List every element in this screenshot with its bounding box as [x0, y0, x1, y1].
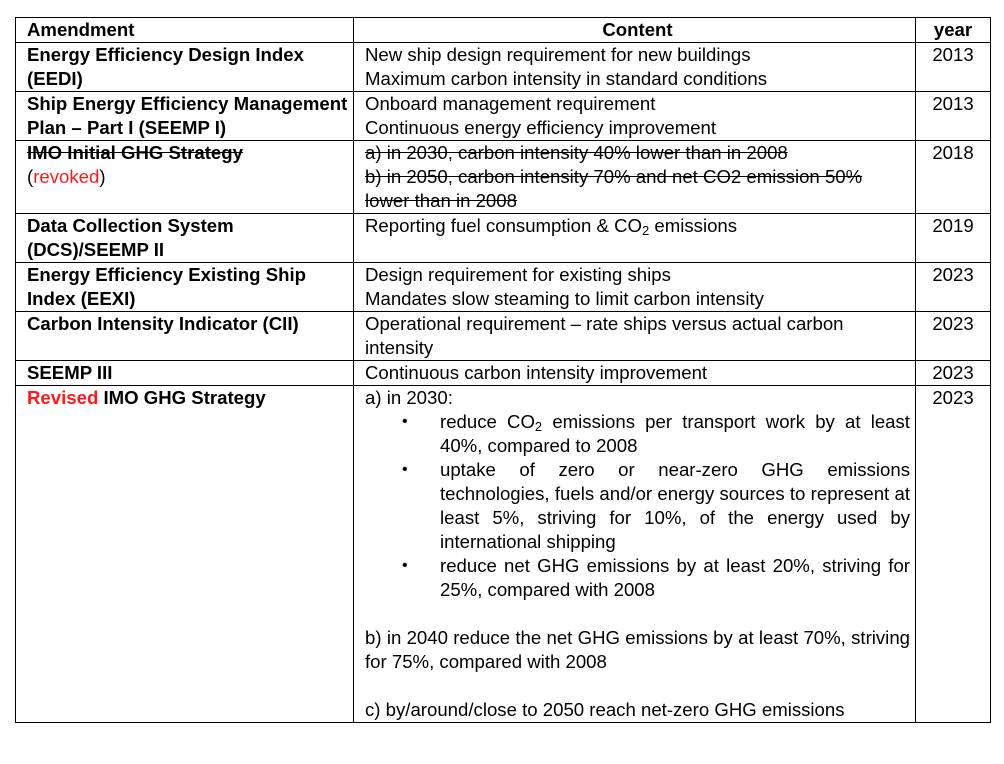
list-item: • reduce $CO_2$ emissions per transport work by at least 40%, compared to 2008	[440, 410, 910, 458]
table-row	[16, 43, 991, 92]
year-cell: 2023	[916, 386, 991, 723]
content-cell	[354, 263, 916, 312]
amendment-title: IMO Initial GHG Strategy	[27, 142, 243, 163]
content-cell	[354, 386, 916, 723]
content-cell: Reporting fuel consumption & $CO_2$ emissions	[354, 214, 916, 263]
table-row	[16, 386, 991, 723]
content-line: Design requirement for existing ships	[365, 264, 671, 285]
content-cell	[354, 141, 916, 214]
amendment-cell: Energy Efficiency Design Index (EEDI)	[16, 43, 354, 92]
header-amendment: Amendment	[16, 18, 354, 43]
table-row	[16, 361, 991, 386]
year-cell: 2019	[916, 214, 991, 263]
amendment-cell: Revised IMO GHG Strategy	[16, 386, 354, 723]
content-cell	[354, 43, 916, 92]
content-line: b) in 2050, carbon intensity 70% and net CO2 emission 50% lower than in 2008	[365, 166, 863, 211]
table-row	[16, 141, 991, 214]
amendment-cell: Energy Efficiency Existing Ship Index (EEXI)	[16, 263, 354, 312]
amendment-cell: Ship Energy Efficiency Management Plan – Part I (SEEMP I)	[16, 92, 354, 141]
amendments-table	[15, 17, 991, 723]
content-line: Continuous energy efficiency improvement	[365, 117, 717, 138]
content-line: Mandates slow steaming to limit carbon intensity	[365, 288, 764, 309]
content-cell	[354, 312, 916, 361]
table-row	[16, 263, 991, 312]
year-cell: 2013	[916, 92, 991, 141]
content-line: Maximum carbon intensity in standard conditions	[365, 68, 768, 89]
year-cell: 2018	[916, 141, 991, 214]
content-paragraph: c) by/around/close to 2050 reach net-zero GHG emissions	[365, 699, 845, 720]
revoked-label: revoked	[33, 166, 100, 187]
header-year: year	[916, 18, 991, 43]
amendment-cell: Carbon Intensity Indicator (CII)	[16, 312, 354, 361]
table-row	[16, 214, 991, 263]
list-item: • reduce net GHG emissions by at least 20%, striving for 25%, compared with 2008	[440, 554, 910, 602]
content-line: New ship design requirement for new buildings	[365, 44, 751, 65]
header-row	[16, 18, 991, 43]
content-paragraph: b) in 2040 reduce the net GHG emissions by at least 70%, striving for 75%, compared with 2008	[365, 627, 910, 672]
table-row	[16, 312, 991, 361]
list-item: • uptake of zero or near-zero GHG emissions technologies, fuels and/or energy sources to represent at least 5%, striving for 10%, of the energy used by international shipping	[440, 458, 910, 554]
header-content: Content	[354, 18, 916, 43]
content-cell	[354, 361, 916, 386]
table-row	[16, 92, 991, 141]
year-cell: 2023	[916, 361, 991, 386]
amendment-cell: SEEMP III	[16, 361, 354, 386]
amendment-cell: Data Collection System (DCS)/SEEMP II	[16, 214, 354, 263]
content-line: Continuous carbon intensity improvement	[365, 362, 708, 383]
content-line: Onboard management requirement	[365, 93, 656, 114]
content-line: a) in 2030, carbon intensity 40% lower than in 2008	[365, 142, 788, 163]
content-cell	[354, 92, 916, 141]
year-cell: 2013	[916, 43, 991, 92]
revised-label: Revised	[27, 387, 99, 408]
year-cell: 2023	[916, 312, 991, 361]
content-line: Operational requirement – rate ships versus actual carbon intensity	[365, 313, 844, 358]
content-line: a) in 2030:	[365, 387, 453, 408]
revoked-note: (revoked)	[27, 166, 106, 187]
bullet-list	[365, 410, 910, 602]
year-cell: 2023	[916, 263, 991, 312]
amendment-cell	[16, 141, 354, 214]
